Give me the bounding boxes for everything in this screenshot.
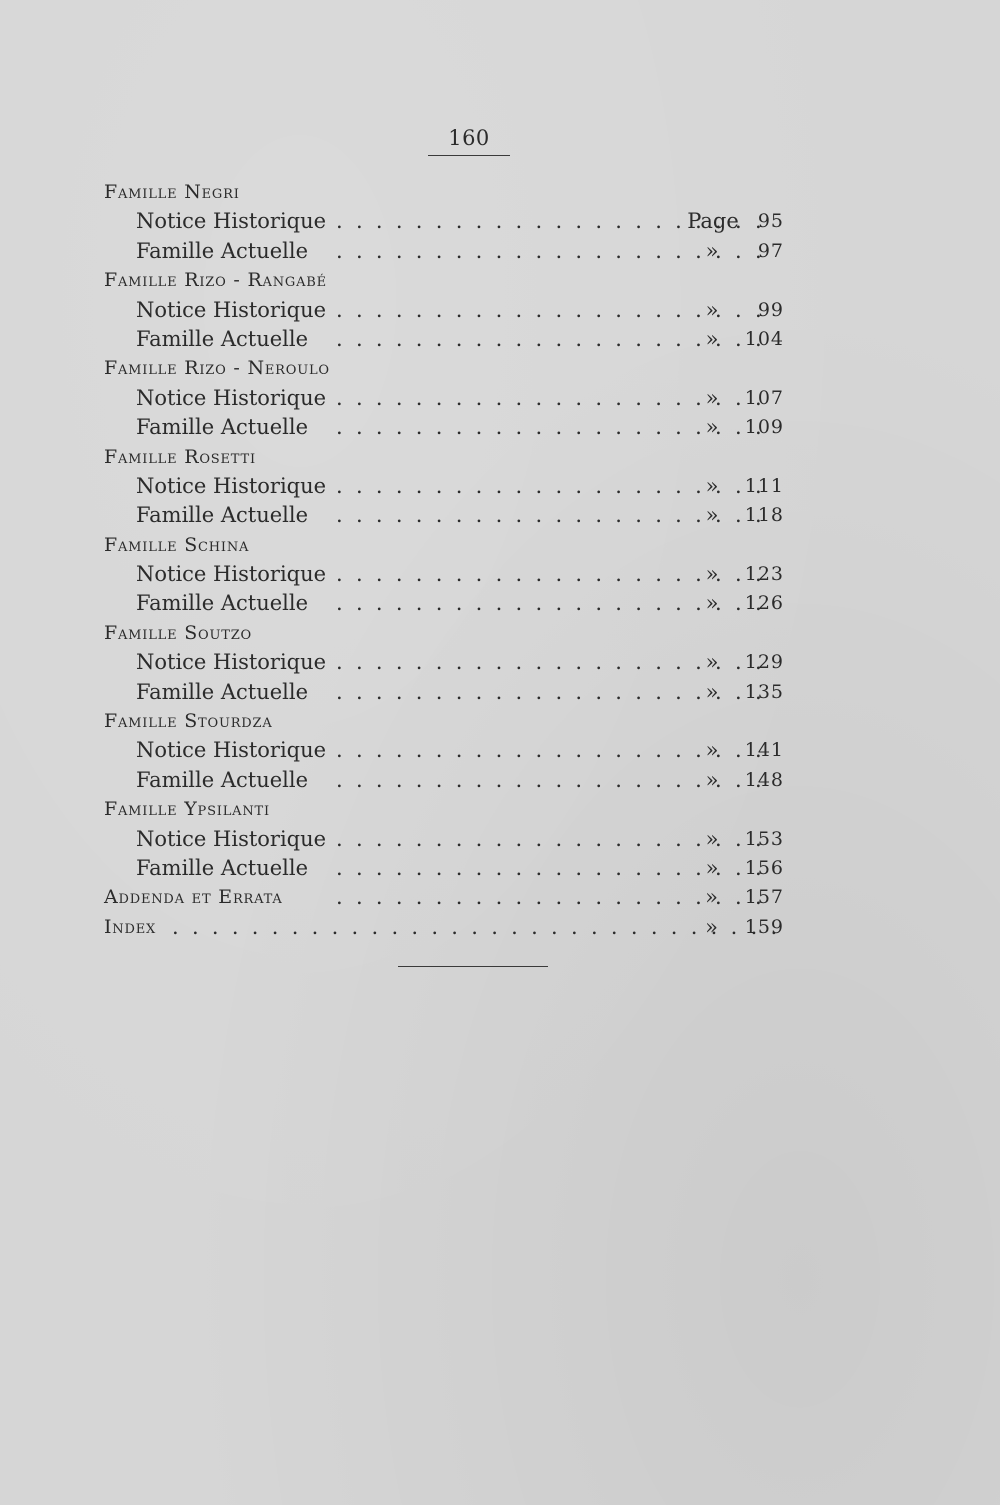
toc-page-number: 95 xyxy=(757,210,784,233)
toc-page-number: 111 xyxy=(744,474,784,497)
toc-page-number: 157 xyxy=(744,886,784,909)
toc-family-heading xyxy=(104,619,794,648)
toc-family-heading xyxy=(104,531,794,560)
toc-page-number: 135 xyxy=(744,680,784,703)
dot-leader xyxy=(172,913,776,942)
toc-entry-label: Index xyxy=(104,915,157,938)
ditto-mark: » xyxy=(705,767,719,792)
ditto-mark: » xyxy=(705,326,719,351)
toc-entry-label: Notice Historique xyxy=(136,297,327,322)
toc-entry xyxy=(104,296,794,325)
toc-entry xyxy=(104,766,794,795)
toc-family-heading xyxy=(104,443,794,472)
toc-entry-label: Famille Actuelle xyxy=(136,767,309,792)
toc-entry-label: Famille Actuelle xyxy=(136,238,309,263)
toc-entry xyxy=(104,589,794,618)
toc-page-number: 99 xyxy=(757,298,784,321)
ditto-mark: » xyxy=(705,503,719,528)
ditto-mark: » xyxy=(705,855,719,880)
ditto-mark: » xyxy=(705,238,719,263)
ditto-mark: » xyxy=(705,562,719,587)
toc-entry xyxy=(104,825,794,854)
toc-entry-label: Famille Ypsilanti xyxy=(104,798,270,821)
toc-entry xyxy=(104,325,794,354)
table-of-contents xyxy=(104,178,794,942)
toc-entry-label: Notice Historique xyxy=(136,738,327,763)
toc-entry xyxy=(104,384,794,413)
toc-entry-label: Famille Stourdza xyxy=(104,710,273,733)
toc-entry-label: Famille Actuelle xyxy=(136,415,309,440)
ditto-mark: » xyxy=(705,650,719,675)
toc-entry-label: Notice Historique xyxy=(136,385,327,410)
toc-entry xyxy=(104,736,794,765)
toc-entry-label: Famille Rizo - Rangabé xyxy=(104,269,327,292)
footer-rule xyxy=(398,966,548,967)
toc-page-number: 109 xyxy=(744,416,784,439)
toc-entry-label: Notice Historique xyxy=(136,650,327,675)
toc-entry xyxy=(104,560,794,589)
ditto-mark: » xyxy=(705,914,719,939)
ditto-mark: » xyxy=(705,385,719,410)
ditto-mark: » xyxy=(705,679,719,704)
toc-entry-label: Famille Actuelle xyxy=(136,855,309,880)
toc-entry xyxy=(104,472,794,501)
toc-page-number: 123 xyxy=(744,563,784,586)
ditto-mark: » xyxy=(705,826,719,851)
toc-entry xyxy=(104,207,794,236)
toc-entry xyxy=(104,413,794,442)
toc-entry-label: Notice Historique xyxy=(136,826,327,851)
toc-page-number: 148 xyxy=(744,768,784,791)
toc-entry-label: Famille Actuelle xyxy=(136,326,309,351)
ditto-mark: » xyxy=(705,591,719,616)
ditto-mark: » xyxy=(705,738,719,763)
toc-page-number: 156 xyxy=(744,856,784,879)
toc-page-number: 153 xyxy=(744,827,784,850)
toc-entry-label: Notice Historique xyxy=(136,473,327,498)
toc-entry-label: Famille Rizo - Neroulo xyxy=(104,357,330,380)
toc-page-number: 159 xyxy=(744,915,784,938)
toc-family-heading xyxy=(104,354,794,383)
toc-entry-label: Famille Negri xyxy=(104,181,240,203)
ditto-mark: » xyxy=(705,885,719,910)
toc-page-number: 118 xyxy=(744,504,784,527)
toc-entry-label: Famille Actuelle xyxy=(136,591,309,616)
toc-entry xyxy=(104,854,794,883)
toc-entry-label: Notice Historique xyxy=(136,209,327,234)
toc-page-number: 104 xyxy=(744,327,784,350)
toc-entry-label: Famille Schina xyxy=(104,533,250,556)
toc-entry-label: Famille Soutzo xyxy=(104,621,253,644)
toc-entry xyxy=(104,237,794,266)
toc-entry xyxy=(104,913,794,942)
page-word: Page xyxy=(687,209,739,234)
toc-page-number: 129 xyxy=(744,651,784,674)
toc-page-number: 107 xyxy=(744,386,784,409)
toc-entry xyxy=(104,648,794,677)
toc-page-number: 97 xyxy=(757,239,784,262)
toc-page-number: 126 xyxy=(744,592,784,615)
header-rule xyxy=(428,155,510,156)
toc-entry xyxy=(104,501,794,530)
toc-entry xyxy=(104,883,794,912)
ditto-mark: » xyxy=(705,415,719,440)
toc-family-heading xyxy=(104,707,794,736)
toc-entry-label: Famille Actuelle xyxy=(136,679,309,704)
ditto-mark: » xyxy=(705,297,719,322)
toc-family-heading xyxy=(104,795,794,824)
toc-entry-label: Famille Rosetti xyxy=(104,445,256,468)
toc-entry xyxy=(104,678,794,707)
ditto-mark: » xyxy=(705,473,719,498)
toc-family-heading xyxy=(104,178,794,207)
toc-entry-label: Famille Actuelle xyxy=(136,503,309,528)
toc-entry-label: Notice Historique xyxy=(136,562,327,587)
toc-entry-label: Addenda et Errata xyxy=(104,886,283,909)
toc-page-number: 141 xyxy=(744,739,784,762)
page-number: 160 xyxy=(448,126,490,150)
toc-family-heading xyxy=(104,266,794,295)
